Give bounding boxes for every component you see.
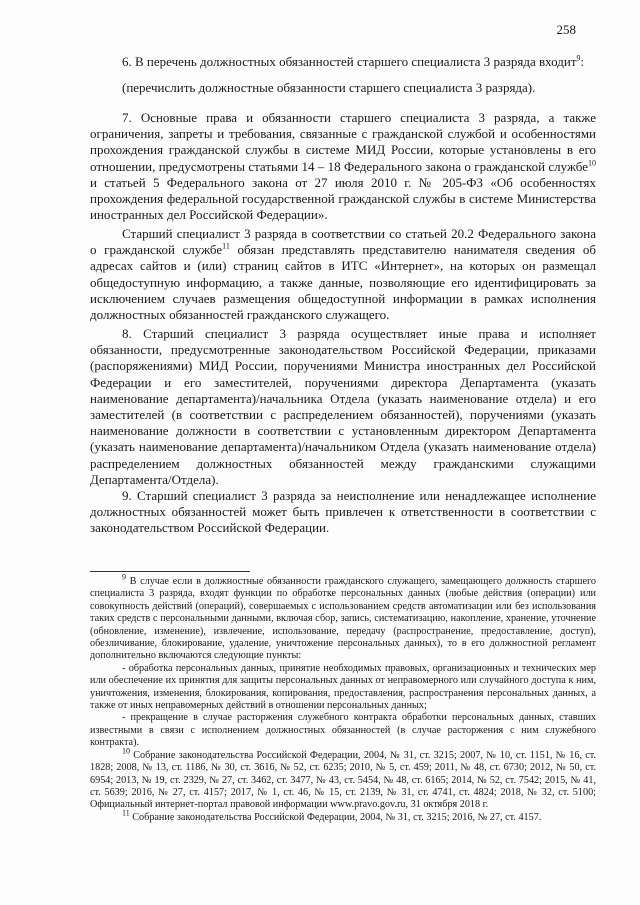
- footnote-9-text: В случае если в должностные обязанности гражданского служащего, замещающего должность старшего специалиста 3 разряда, входят функции по обработке персональных данных (любые действия (операции) или совокупность действий (операций), совершаемых с использованием средств автоматизации или без использования таких средств с персональными данными, включая сбор, запись, систематизацию, накопление, хранение, уточнение (обновление, изменение), извлечение, использование, передачу (распространение, предоставление, доступ), обезличивание, блокирование, удаление, уничтожение персональных данных), то в его должностной регламент дополнительно включаются следующие пункты:: [90, 576, 596, 662]
- footnote-ref-9[interactable]: 9: [576, 53, 581, 63]
- section-6: [90, 54, 596, 70]
- paragraph: 8. Старший специалист 3 разряда осуществляет иные права и исполняет обязанности, предусмотренные законодательством Российской Федерации, приказами (распоряжениями) МИД России, поручениями Министра иностранных дел Российской Федерации и его заместителей, поручениями директора Департамента (указать наименование департамента)/начальника Отдела (указать наименование отдела) и его заместителей (в соответствии с распределением обязанностей), поручениями (указать наименование должности в соответствии с установленным директором Департамента (указать наименование департамента)/начальником Отдела (указать наименование отдела) распределением должностных обязанностей между гражданскими служащими Департамента/Отдела).: [90, 326, 596, 487]
- footnotes: [90, 572, 596, 824]
- footnote-11: [90, 808, 596, 824]
- footnote-mark-11: 11: [122, 808, 130, 818]
- paragraph: (перечислить должностные обязанности старшего специалиста 3 разряда).: [122, 80, 536, 95]
- footnote-9: [90, 572, 596, 663]
- section-8: [90, 326, 596, 488]
- paragraph-websites: [90, 226, 596, 323]
- section6-text-end: :: [580, 54, 585, 69]
- section7-part2: и статьей 5 Федерального закона от 27 июля 2010 г. № 205-ФЗ «Об особенностях прохождения федеральной государственной гражданской службы в системе Министерства иностранных дел Российской Федерации».: [90, 174, 596, 223]
- paragraph: [90, 54, 596, 70]
- footnote-11-text: Собрание законодательства Российской Федерации, 2004, № 31, ст. 3215; 2016, № 27, ст. 4157.: [129, 811, 542, 823]
- section-7: [90, 110, 596, 223]
- paragraph: [90, 110, 596, 223]
- websites-part1: Старший специалист 3 разряда в соответствии со статьей 20.2 Федерального закона о гражданской службе: [90, 226, 596, 258]
- footnote-9-item-1: - обработка персональных данных, принятие необходимых правовых, организационных и технических мер или обеспечение их принятия для защиты персональных данных от неправомерного или случайного доступа к ним, уничтожения, изменения, блокирования, копирования, предоставления, распространения персональных данных, а также от иных неправомерных действий в отношении персональных данных;: [90, 662, 596, 712]
- section7-part1: 7. Основные права и обязанности старшего специалиста 3 разряда, а также ограничения, запреты и требования, связанные с гражданской службой и особенностями прохождения гражданской службы в системе МИД России, которые установлены в его отношении, предусмотрены статьями 14 – 18 Федерального закона о гражданской службе: [90, 110, 596, 174]
- footnote-ref-10[interactable]: 10: [588, 158, 596, 168]
- footnote-10-text: Собрание законодательства Российской Федерации, 2004, № 31, ст. 3215; 2007, № 10, ст. 1151, № 16, ст. 1828; 2008, № 13, ст. 1186, № 30, ст. 3616, № 52, ст. 6235; 2010, № 5, ст. 459; 2011, № 48, ст. 6730; 2012, № 50, ст. 6954; 2013, № 19, ст. 2329, № 27, ст. 3462, ст. 3477, № 43, ст. 5454, № 48, ст. 6165; 2014, № 52, ст. 7542; 2015, № 41, ст. 5639; 2016, № 27, ст. 4157; 2017, № 1, ст. 46, № 15, ст. 2139, № 31, ст. 4741, ст. 4824; 2018, № 32, ст. 5100; Официальный интернет-портал правовой информации www.pravo.gov.ru, 31 октября 2018 г.: [90, 749, 596, 811]
- footnote-mark-9: 9: [122, 572, 126, 582]
- page-number: 258: [556, 22, 576, 37]
- section-9: [90, 488, 596, 537]
- paragraph: 9. Старший специалист 3 разряда за неисполнение или ненадлежащее исполнение должностных обязанностей может быть привлечен к ответственности в соответствии с законодательством Российской Федерации.: [90, 488, 596, 536]
- footnote-10: [90, 746, 596, 812]
- footnote-mark-10: 10: [122, 746, 130, 756]
- footnote-ref-11[interactable]: 11: [222, 241, 230, 251]
- footnote-9-item-2: - прекращение в случае расторжения служебного контракта обработки персональных данных, ставших известными в связи с исполнением должностных обязанностей (в случае расторжения с ним служебного контракта).: [90, 712, 596, 749]
- section6-text: 6. В перечень должностных обязанностей старшего специалиста 3 разряда входит: [122, 54, 577, 69]
- paragraph: [90, 226, 596, 323]
- footnote-divider: [90, 571, 250, 572]
- websites-part2: обязан представлять представителю нанимателя сведения об адресах сайтов и (или) страниц сайтов в ИТС «Интернет», на которых он размещал общедоступную информацию, а также данные, позволяющие его идентифицировать за исключением случаев размещения общедоступной информации в рамках исполнения должностных обязанностей гражданского служащего.: [90, 242, 596, 323]
- section-6-note: [90, 80, 596, 96]
